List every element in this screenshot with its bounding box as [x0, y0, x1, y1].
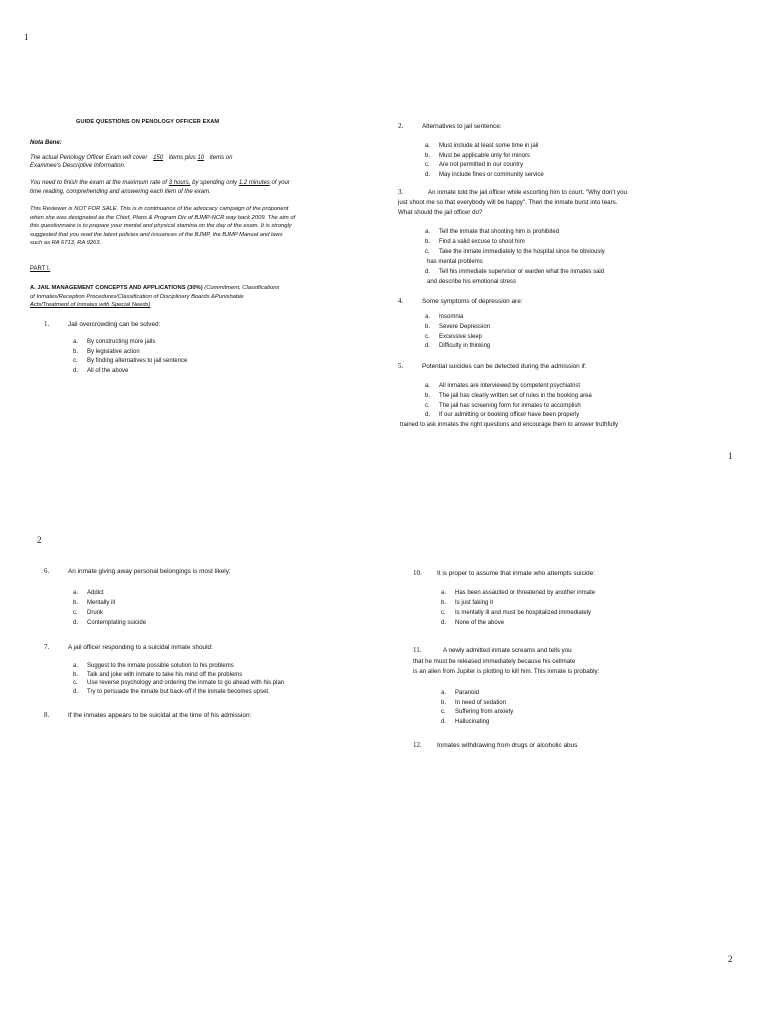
option-item: b. The jail has clearly written set of rules in the booking area — [425, 392, 592, 399]
option-item: d. All of the above — [73, 367, 129, 374]
question-number: 8. — [44, 711, 50, 719]
option-item: b. Severe Depression — [425, 323, 491, 330]
question-text-line: What should the jail officer do? — [398, 209, 483, 216]
question-options — [73, 588, 146, 628]
option-item: b. Is just faking it — [441, 600, 494, 606]
question-number: 12. — [413, 741, 422, 749]
option-item: a. By constructing more jails — [73, 339, 156, 345]
option-item: b. Must be applicable only for minors — [425, 152, 531, 159]
question-text-line: is an alien from Jupiter is plotting to kill him. This inmate is probably: — [413, 668, 600, 675]
question-number: 1. — [44, 320, 50, 328]
question-text: Some symptoms of depression are: — [422, 298, 523, 305]
option-item: c. The jail has screening form for inmates to accomplish — [425, 402, 581, 409]
question-text: If the inmates appears to be suicidal at the time of his admission: — [68, 712, 252, 719]
question-number: 2. — [398, 122, 404, 130]
time-text-c: of your — [271, 180, 290, 186]
question-options — [73, 338, 187, 376]
page-number-top-2: 2 — [37, 535, 42, 545]
option-item: c. Excessive sleep — [425, 333, 483, 340]
question-number: 7. — [44, 643, 50, 651]
time-minutes: 1.2 minutes — [238, 180, 270, 186]
option-item: a. Insomnia — [425, 314, 464, 320]
disclaimer-line: suggested that you read the latest policies and issuances of the BJMP, the BJMP Manual and laws — [30, 231, 283, 238]
option-item: a. Suggest to the inmate possible solution to his problems — [73, 663, 234, 669]
option-item: c. By finding alternatives to jail sentence — [73, 358, 188, 365]
time-text-b: by spending only — [192, 180, 238, 186]
option-item: b. Mentally ill — [73, 600, 116, 606]
option-item: d. Tell his immediate supervisor or warden what the inmates said — [425, 269, 605, 275]
option-item: a. All inmates are interviewed by competent psychiatrist — [425, 383, 581, 389]
disclaimer-line: such as RA 6713, RA 9263. — [30, 240, 102, 246]
question-text: Potential suicides can be detected during the admission if: — [422, 363, 587, 370]
page-number-bottom-1: 1 — [728, 451, 733, 461]
question-options — [441, 689, 513, 727]
disclaimer-line: this questionnaire is to prepare your mental and physical stamina on the day of the exam. It is strongly — [30, 223, 292, 229]
page-number-top-1: 1 — [24, 32, 29, 42]
option-continuation: has mental problems — [427, 259, 483, 265]
option-item: a. Tell the inmate that shooting him is prohibited — [425, 229, 560, 235]
question-text: A jail officer responding to a suicidal inmate should: — [68, 644, 213, 651]
question-number: 11. — [413, 646, 422, 654]
part-heading: PART I. — [30, 266, 51, 272]
option-item: b. Find a valid excuse to shoot him — [425, 239, 525, 245]
question-text: Inmates withdrawing from drugs or alcoholic abus — [437, 742, 578, 749]
exam-title: GUIDE QUESTIONS ON PENOLOGY OFFICER EXAM — [76, 119, 220, 125]
question-text-line: just shoot me so that everybody will be happy". Then the inmate burst into tears. — [398, 199, 618, 206]
question-options — [425, 382, 592, 421]
option-item: d. Try to persuade the inmate but back-off if the inmate becomes upset. — [73, 688, 270, 695]
section-subtitle-2: of Inmates/Reception Procedures/Classification of Disciplinary Boards &Punishable — [30, 293, 244, 300]
option-item: d. Contemplating suicide — [73, 620, 147, 626]
time-hours: 3 hours, — [168, 180, 191, 186]
question-options — [425, 142, 544, 180]
coverage-text-b: items plus — [168, 155, 196, 161]
question-number: 4. — [398, 297, 404, 305]
option-item: a. Addict — [73, 590, 104, 596]
section-subtitle-1: (Commitment, Classifications — [204, 285, 280, 291]
section-title: A. JAIL MANAGEMENT CONCEPTS AND APPLICATIONS (30%) — [30, 285, 203, 291]
option-item: b. By legislative action — [73, 348, 140, 355]
option-item: d. May include fines or community service — [425, 171, 544, 178]
time-text-a: You need to finish the exam at the maximum rate of — [30, 180, 168, 186]
page-number-bottom-2: 2 — [728, 954, 733, 964]
question-text: Alternatives to jail sentence: — [422, 123, 502, 130]
question-text-line: that he must be released immediately because his cellmate — [413, 657, 576, 665]
option-item: c. Are not permitted in our country — [425, 162, 524, 169]
question-options — [73, 662, 284, 696]
items-count: 150 — [153, 155, 164, 161]
nota-bene-label: Nota Bene: — [30, 140, 62, 146]
option-item: c. Use reverse psychology and ordering the inmate to go ahead with his plan — [73, 680, 285, 687]
coverage-paragraph-line1 — [30, 155, 232, 161]
disclaimer-line: when she was designated as the Chief, Plans & Program Div of BJMP-NCR way back 2009. The aim of — [30, 214, 296, 221]
question-number: 6. — [44, 567, 50, 575]
coverage-paragraph-line2: Examinee's Descriptive Information. — [30, 163, 126, 169]
option-item: a. Must include at least some time in jail — [425, 143, 539, 149]
option-continuation: and describe his emotional stress — [427, 279, 517, 285]
option-item: b. Talk and joke with inmate to take his mind off the problems — [73, 671, 243, 678]
question-text: It is proper to assume that inmate who attempts suicide: — [437, 570, 596, 577]
question-text: Jail overcrowding can be solved: — [68, 321, 161, 328]
option-item: c. Is mentally ill and must be hospitalized immediately — [441, 610, 592, 616]
option-item: c. Suffering from anxiety — [441, 709, 514, 716]
question-text-block — [413, 646, 599, 678]
option-item: b. In need of sedation — [441, 699, 507, 706]
option-item: a. Paranoid — [441, 690, 480, 696]
question-text-block — [398, 188, 627, 218]
time-paragraph-line2: time reading, comprehending and answering each item of the exam. — [30, 189, 211, 195]
coverage-text-c: items on — [209, 155, 233, 161]
option-continuation: trained to ask inmates the right questions and encourage them to answer truthfully — [400, 422, 619, 428]
question-number: 10. — [413, 569, 422, 577]
section-heading — [30, 284, 279, 310]
question-options — [441, 588, 595, 628]
option-item: d. None of the above — [441, 620, 505, 626]
option-item: d. Difficulty in thinking — [425, 343, 491, 350]
question-options — [425, 313, 490, 352]
option-item: d. If our admitting or booking officer have been properly — [425, 412, 580, 419]
question-number: 5. — [398, 362, 404, 370]
option-item: c. Drunk — [73, 610, 104, 616]
question-text: An inmate giving away personal belongings is most likely: — [68, 568, 231, 575]
question-options — [425, 227, 605, 287]
option-item: a. Has been assaulted or threatened by another inmate — [441, 590, 596, 596]
extra-items-count: 10 — [197, 155, 205, 161]
section-subtitle-3: Acts/Treatment of Inmates with Special Needs) — [30, 302, 151, 309]
question-text-line: A newly admitted inmate screams and tells you — [443, 647, 572, 654]
time-paragraph-line1 — [30, 180, 290, 186]
question-number: 3. — [398, 188, 404, 196]
disclaimer-paragraph — [30, 205, 295, 248]
question-text-line: An inmate told the jail officer while escorting him to court, "Why don't you — [428, 189, 627, 196]
option-item: d. Hallucinating — [441, 718, 490, 725]
disclaimer-line: This Reviewer is NOT FOR SALE. This is in continuance of the advocacy campaign of the proponent — [30, 206, 289, 212]
option-item: c. Take the inmate immediately to the hospital since he obviously — [425, 249, 605, 255]
coverage-text-a: The actual Penology Officer Exam will cover — [30, 155, 148, 161]
